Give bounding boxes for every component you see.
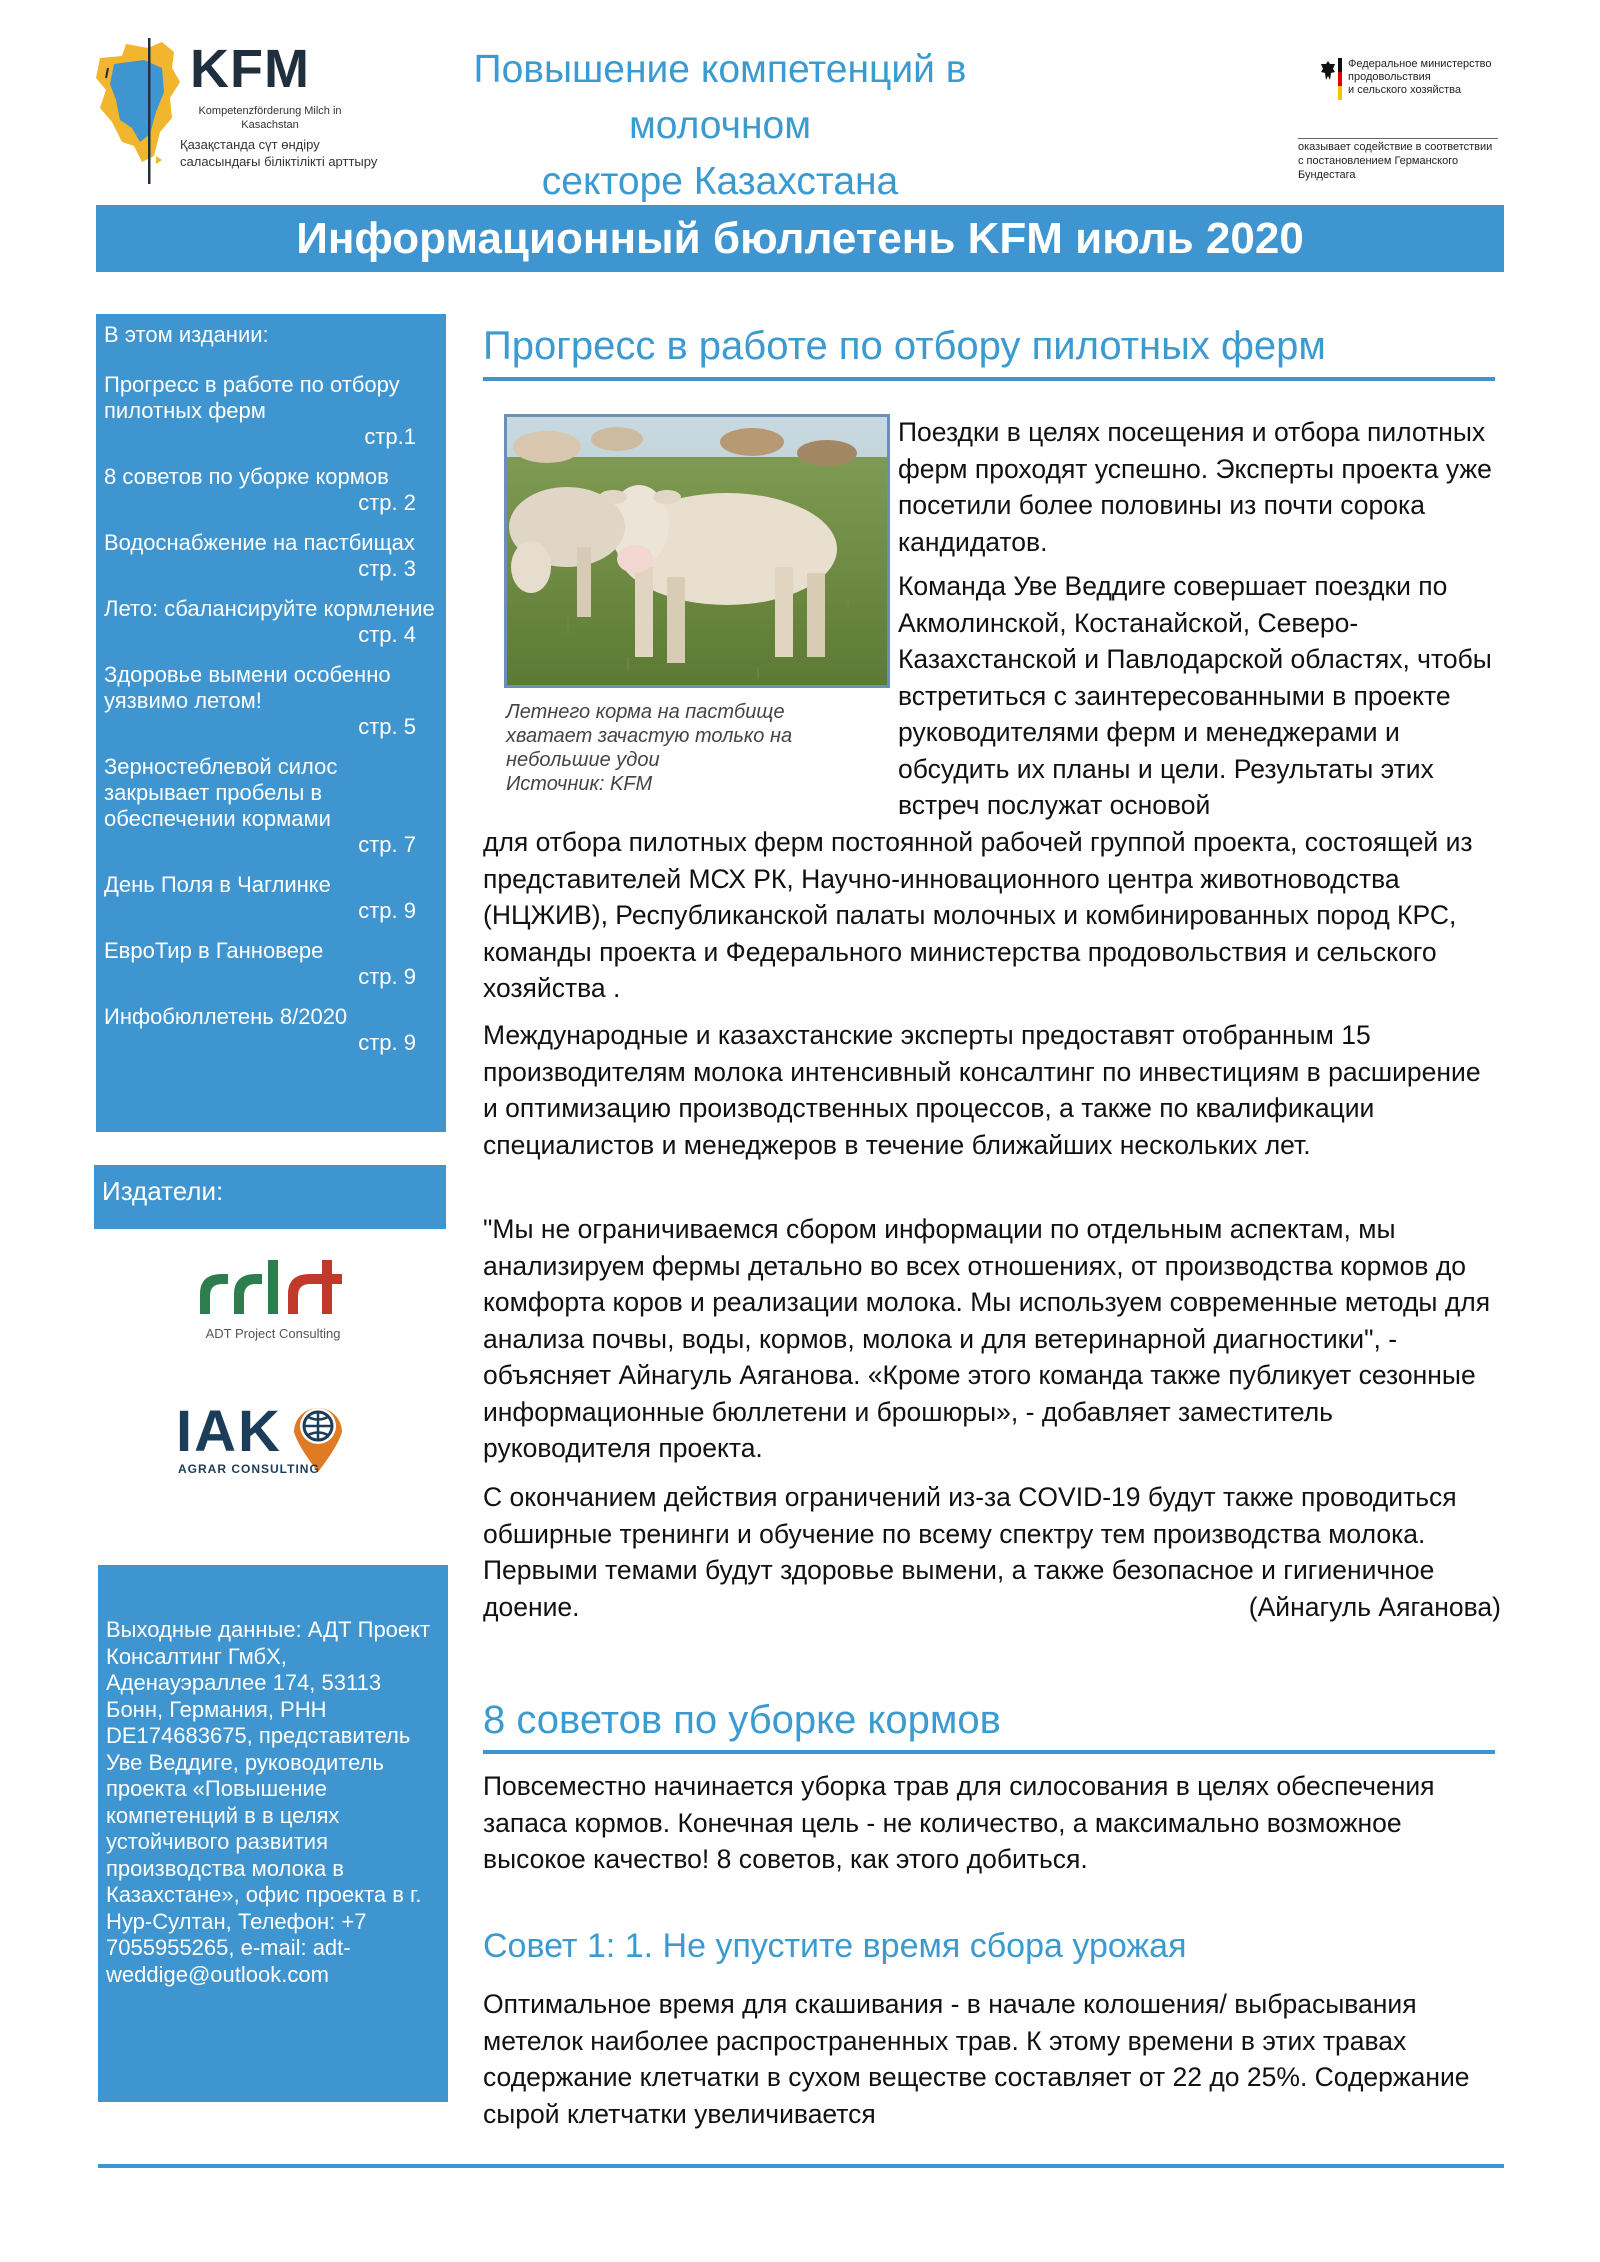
tip1-text: Оптимальное время для скашивания - в начале колошения/ выбрасывания метелок наиболее распространенных трав. К этому времени в этих травах содержание клетчатки в сухом веществе составляет от 22 до 25%. Содержание сырой клетчатки увеличивается <box>483 1989 1470 2129</box>
tip1-heading: Совет 1: 1. Не упустите время сбора урожая <box>483 1927 1187 1965</box>
toc-list <box>104 372 438 1056</box>
toc-item-page: стр. 5 <box>358 714 416 739</box>
article1-paragraph-4: "Мы не ограничиваемся сбором информации по отдельным аспектам, мы анализируем фермы детально во всех отношениях, от производства кормов до комфорта коров и реализации молока. Мы используем современные методы для анализа почвы, воды, кормов, молока и для ветеринарной диагностики", - объясняет Айнагуль Аяганова. «Кроме этого команда также публикует сезонные информационные бюллетени и брошюры», - добавляет заместитель руководителя проекта. <box>483 1214 1491 1463</box>
cows-pasture-photo <box>504 414 890 688</box>
article1-paragraph-3: Международные и казахстанские эксперты предоставят отобранным 15 производителям молока интенсивный консалтинг по инвестициям в расширение и оптимизацию производственных процессов, а также по квалификации специалистов и менеджеров в течение ближайших нескольких лет. <box>483 1020 1481 1160</box>
federal-eagle-icon <box>1320 60 1336 82</box>
article1-paragraph-1: Поездки в целях посещения и отбора пилотных ферм проходят успешно. Эксперты проекта уже посетили более половины из почти сорока кандидатов. <box>898 417 1492 557</box>
toc-item-page: стр. 4 <box>358 622 416 647</box>
kfm-logo <box>92 38 378 188</box>
ministry-name: Федеральное министерство продовольствия и сельского хозяйства <box>1348 58 1492 96</box>
article1-paragraph-5 <box>483 1479 1501 1625</box>
toc-item[interactable] <box>104 662 438 740</box>
toc-item-title: Лето: сбалансируйте кормление <box>104 596 435 621</box>
newsletter-banner: Информационный бюллетень KFM июль 2020 <box>96 205 1504 272</box>
german-flag-icon <box>1338 58 1342 100</box>
toc-item-title: 8 советов по уборке кормов <box>104 464 389 489</box>
article1-paragraph-2a: Команда Уве Веддиге совершает поездки по Акмолинской, Костанайской, Северо-Казахстанской и Павлодарской областях, чтобы встретиться с заинтересованными в проекте руководителями ферм и менеджерами и обсудить их планы и цели. Результаты этих встреч послужат основой <box>898 571 1492 820</box>
header-title <box>440 42 1000 210</box>
article2-heading: 8 советов по уборке кормов <box>483 1698 1001 1742</box>
adt-caption: ADT Project Consulting <box>205 1326 341 1341</box>
bottom-rule <box>98 2164 1504 2168</box>
iak-wordmark: IAK <box>176 1399 282 1464</box>
ministry-logo <box>1290 56 1510 181</box>
iak-logo <box>176 1398 366 1478</box>
iak-caption: AGRAR CONSULTING <box>178 1462 320 1476</box>
toc-item-page: стр. 7 <box>358 832 416 857</box>
ministry-note: оказывает содействие в соответствии с постановлением Германского Бундестага <box>1298 141 1493 181</box>
toc-item-title: Водоснабжение на пастбищах <box>104 530 415 555</box>
kfm-subtitle-de: Kompetenzförderung Milch in Kasachstan <box>198 105 342 131</box>
article2-intro: Повсеместно начинается уборка трав для силосования в целях обеспечения запаса кормов. Конечная цель - не количество, а максимально возможное высокое качество! 8 советов, как этого добиться. <box>483 1771 1435 1874</box>
imprint: Выходные данные: АДТ Проект Консалтинг ГмбХ, Аденауэраллее 174, 53113 Бонн, Германия, РНН DE174683675, представитель Уве Веддиге, руководитель проекта «Повышение компетенций в в целях устойчивого развития производства молока в Казахстане», офис проекта в г. Нур-Султан, Телефон: +7 7055955265, e-mail: adt-weddige@outlook.com <box>98 1565 448 2102</box>
toc-heading: В этом издании: <box>104 322 269 347</box>
toc-item[interactable] <box>104 530 438 582</box>
toc-item-title: Инфобюллетень 8/2020 <box>104 1004 348 1029</box>
toc-item-page: стр. 2 <box>358 490 416 515</box>
toc-item-title: ЕвроТир в Ганновере <box>104 938 324 963</box>
toc-item[interactable] <box>104 938 438 990</box>
article1-paragraph-2b: для отбора пилотных ферм постоянной рабочей группой проекта, состоящей из представителей МСХ РК, Научно-инновационного центра животноводства (НЦЖИВ), Республиканской палаты молочных и комбинированных пород КРС, команды проекта и Федерального министерства продовольствия и сельского хозяйства . <box>483 827 1473 1003</box>
toc-item-title: День Поля в Чаглинке <box>104 872 331 897</box>
adt-mark-icon <box>188 1260 358 1322</box>
toc-item-page: стр. 9 <box>358 964 416 989</box>
toc-item[interactable] <box>104 372 438 450</box>
publishers-label: Издатели: <box>94 1165 446 1229</box>
kazakhstan-map-icon <box>92 38 188 184</box>
toc-item-page: стр.1 <box>364 424 416 449</box>
article1-rule <box>483 377 1495 381</box>
kfm-wordmark: KFM <box>190 39 310 99</box>
toc-item-title: Зерностеблевой силос закрывает пробелы в обеспечении кормами <box>104 754 338 831</box>
ministry-divider <box>1298 138 1498 139</box>
table-of-contents <box>96 314 446 1132</box>
toc-item[interactable] <box>104 596 438 648</box>
toc-item-page: стр. 9 <box>358 898 416 923</box>
kfm-subtitle-kz: Қазақстанда сүт өндіру саласындағы біліктілікті арттыру <box>180 137 378 169</box>
toc-item[interactable] <box>104 1004 438 1056</box>
toc-item-page: стр. 3 <box>358 556 416 581</box>
toc-item-page: стр. 9 <box>358 1030 416 1055</box>
header-title-line2: секторе Казахстана <box>541 160 899 203</box>
article2-rule <box>483 1750 1495 1754</box>
toc-item[interactable] <box>104 464 438 516</box>
toc-item-title: Здоровье вымени особенно уязвимо летом! <box>104 662 391 713</box>
toc-item-title: Прогресс в работе по отбору пилотных ферм <box>104 372 400 423</box>
header-title-line1: Повышение компетенций в молочном <box>473 48 967 147</box>
adt-logo <box>188 1260 358 1350</box>
photo-caption: Летнего корма на пастбище хватает зачастую только на небольшие удои Источник: KFM <box>506 701 793 795</box>
article1-paragraph-5-text: С окончанием действия ограничений из-за COVID-19 будут также проводиться обширные тренинги и обучение по всему спектру тем производства молока. Первыми темами будут здоровье вымени, а также безопасное и гигиеничное доение. <box>483 1482 1457 1622</box>
quote-author: (Айнагуль Аяганова) <box>1248 1591 1501 1622</box>
toc-item[interactable] <box>104 754 438 858</box>
cows-illustration <box>507 417 887 685</box>
article1-heading: Прогресс в работе по отбору пилотных ферм <box>483 324 1326 368</box>
toc-item[interactable] <box>104 872 438 924</box>
